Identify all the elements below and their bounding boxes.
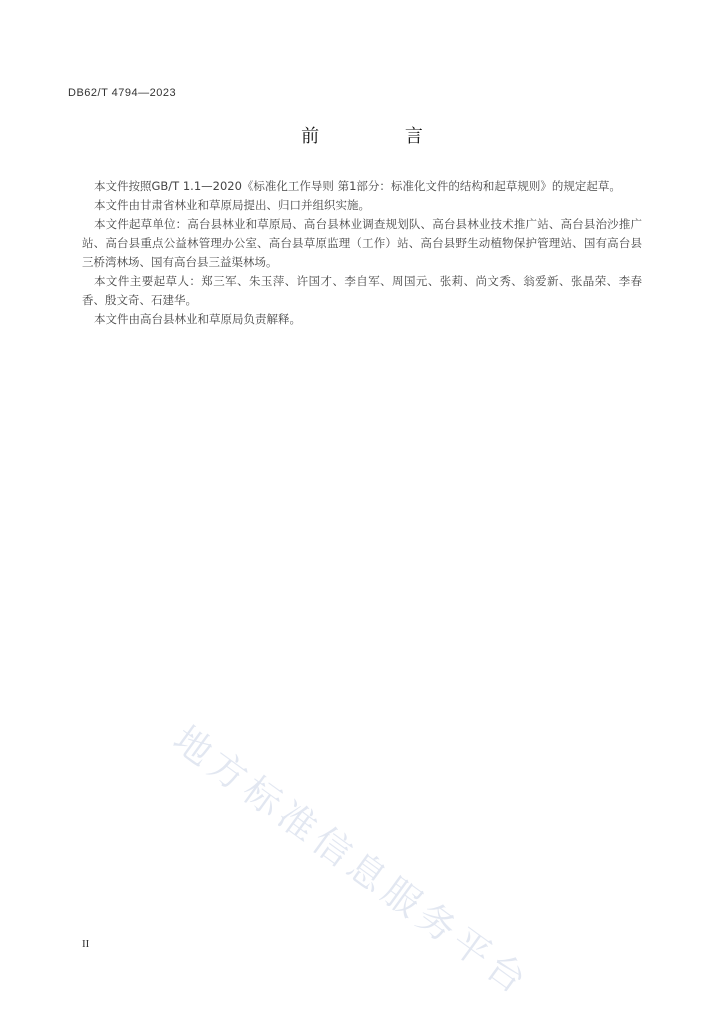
- paragraph-proposer: 本文件由甘肃省林业和草原局提出、归口并组织实施。: [94, 198, 370, 212]
- page-title: 前 言: [301, 126, 463, 147]
- paragraph-drafting-units: 本文件起草单位：高台县林业和草原局、高台县林业调查规划队、高台县林业技术推广站、高台县治沙推广站、高台县重点公益林管理办公室、高台县草原监理（工作）站、高台县野生动植物保护管理站、国有高台县三桥湾林场、国有高台县三益渠林场。: [82, 217, 642, 269]
- watermark: 地方标准信息服务平台: [165, 717, 539, 1005]
- document-body: [82, 177, 642, 329]
- paragraph-drafters: 本文件主要起草人：郑三军、朱玉萍、许国才、李自军、周国元、张莉、尚文秀、翁爱新、张晶荣、李春香、殷文奇、石建华。: [82, 274, 642, 307]
- document-code: DB62/T 4794—2023: [68, 87, 177, 99]
- paragraph-drafting-rules: 本文件按照GB/T 1.1—2020《标准化工作导则 第1部分：标准化文件的结构和起草规则》的规定起草。: [94, 179, 621, 193]
- page-number: II: [82, 938, 90, 950]
- paragraph-interpretation: 本文件由高台县林业和草原局负责解释。: [94, 312, 301, 326]
